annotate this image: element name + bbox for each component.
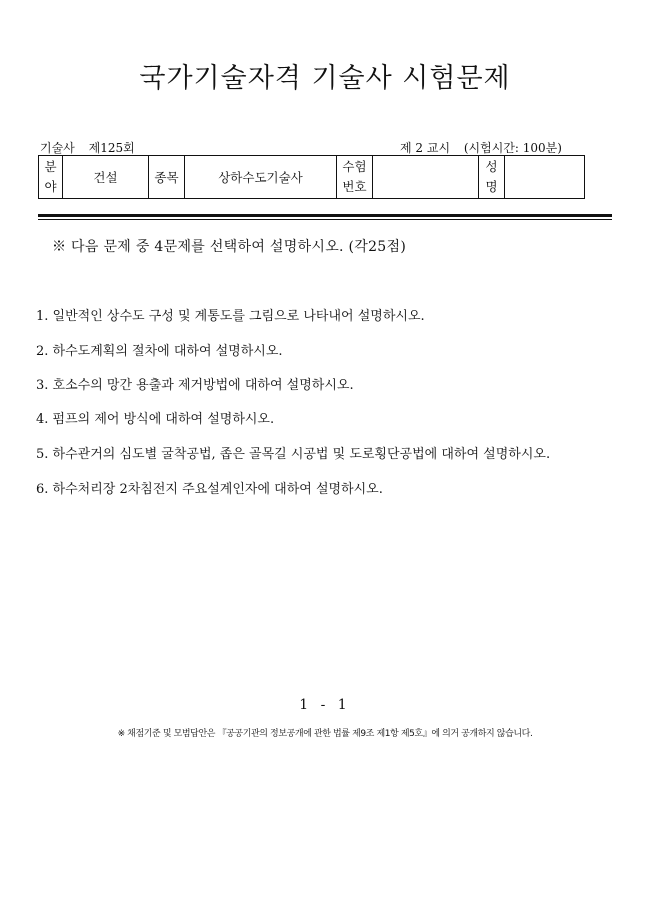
question-item: 1. 일반적인 상수도 구성 및 계통도를 그림으로 나타내어 설명하시오. xyxy=(36,309,425,324)
question-item: 2. 하수도계획의 절차에 대하여 설명하시오. xyxy=(36,344,283,359)
exam-session: 제 2 교시 xyxy=(400,141,451,155)
question-item: 4. 펌프의 제어 방식에 대하여 설명하시오. xyxy=(36,412,275,427)
exam-duration: (시험시간: 100분) xyxy=(463,141,562,155)
exam-number-field[interactable] xyxy=(373,156,479,199)
exam-info-table xyxy=(38,155,585,199)
instruction-text: ※ 다음 문제 중 4문제를 선택하여 설명하시오. (각25점) xyxy=(52,239,407,255)
page-number: 1 - 1 xyxy=(299,697,351,713)
question-item: 6. 하수처리장 2차침전지 주요설계인자에 대하여 설명하시오. xyxy=(36,482,383,497)
name-label: 성 명 xyxy=(479,156,505,199)
field-value: 건설 xyxy=(63,156,149,199)
exam-meta-left xyxy=(40,139,145,156)
header-divider-thin xyxy=(38,219,612,220)
header-divider-thick xyxy=(38,214,612,217)
name-field[interactable] xyxy=(505,156,585,199)
exam-title: 국가기술자격 기술사 시험문제 xyxy=(139,63,511,94)
question-item: 5. 하수관거의 심도별 굴착공법, 좁은 골목길 시공법 및 도로횡단공법에 대하여 설명하시오. xyxy=(36,447,551,462)
category-value: 상하수도기술사 xyxy=(185,156,337,199)
category-label: 종목 xyxy=(149,156,185,199)
exam-meta-right xyxy=(400,139,562,156)
exam-type: 기술사 xyxy=(40,141,75,155)
exam-round: 제125회 xyxy=(88,141,135,155)
exam-number-label: 수험 번호 xyxy=(337,156,373,199)
question-item: 3. 호소수의 망간 용출과 제거방법에 대하여 설명하시오. xyxy=(36,378,354,393)
disclosure-note: ※ 채점기준 및 모범답안은 『공공기관의 정보공개에 관한 법률 제9조 제1항 제5호』에 의거 공개하지 않습니다. xyxy=(117,729,533,739)
field-label: 분 야 xyxy=(39,156,63,199)
